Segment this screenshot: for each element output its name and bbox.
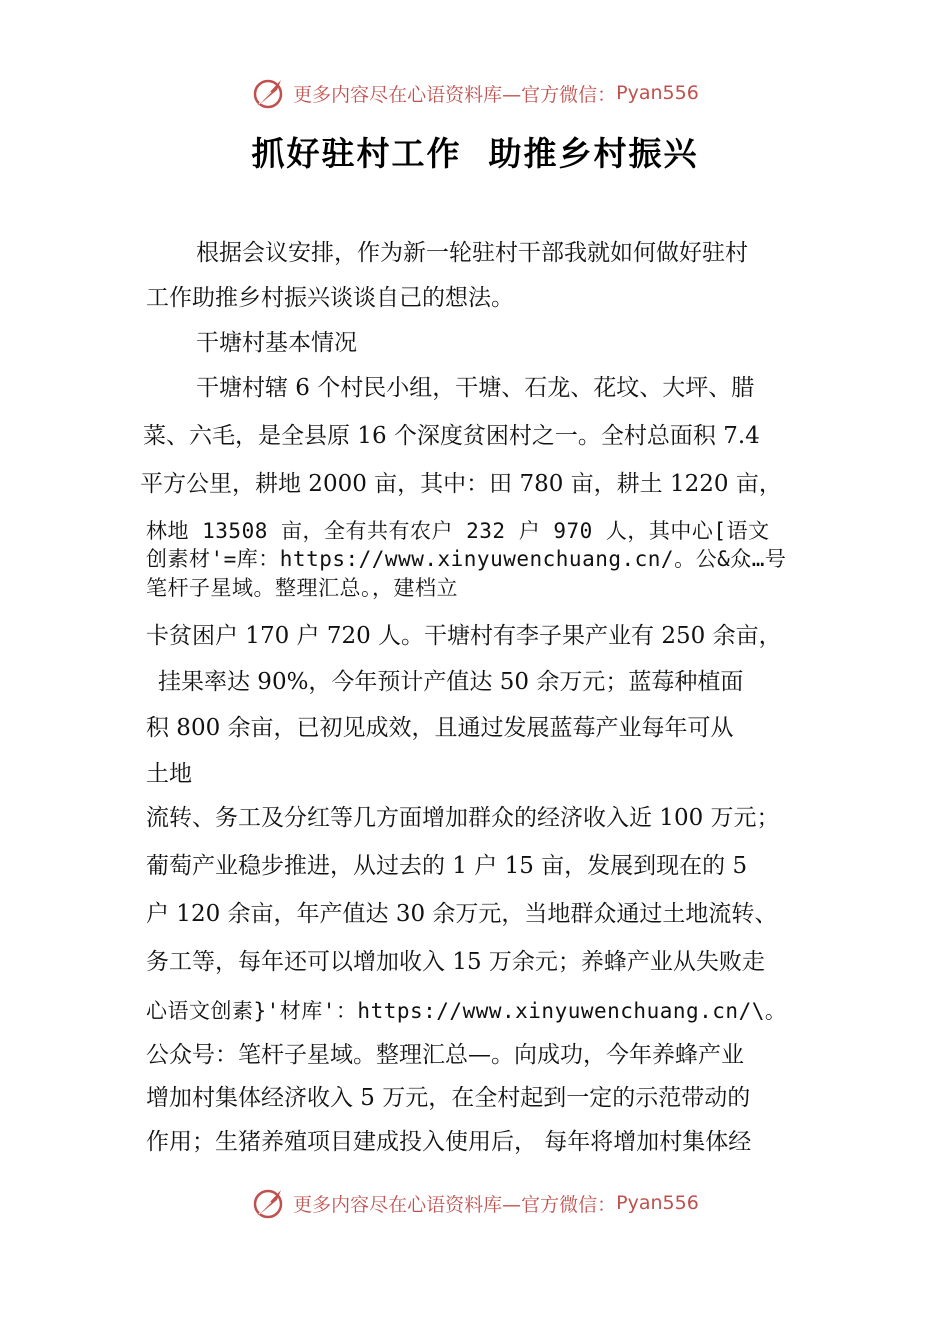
banner-wechat-id: Pyan556 [616,1192,699,1214]
body-line: 积 800 余亩，已初见成效，且通过发展蓝莓产业每年可从 [146,715,734,741]
document-title: 抓好驻村工作 助推乡村振兴 [251,134,699,173]
body-line: 笔杆子星域。整理汇总。，建档立 [146,576,458,600]
body-line: 创素材'=库：https://www.xinyuwenchuang.cn/。公&众…号 [146,547,787,571]
banner-wechat-id: Pyan556 [616,82,699,104]
body-line: 户 120 余亩，年产值达 30 余万元，当地群众通过土地流转、 [146,901,778,927]
body-line: 卡贫困户 170 户 720 人。干塘村有李子果产业有 250 余亩， [146,623,782,649]
body-line: 葡萄产业稳步推进，从过去的 1 户 15 亩，发展到现在的 5 [146,853,748,879]
banner-text: 更多内容尽在心语资料库—官方微信： [293,83,617,106]
body-line: 增加村集体经济收入 5 万元，在全村起到一定的示范带动的 [146,1085,751,1111]
quill-pen-logo-icon [251,76,287,110]
body-line: 作用；生猪养殖项目建成投入使用后， 每年将增加村集体经 [146,1129,752,1155]
header-banner [0,73,950,113]
body-line: 干塘村辖 6 个村民小组，干塘、石龙、花坟、大坪、腊 [196,375,755,401]
body-line: 务工等，每年还可以增加收入 15 万余元；养蜂产业从失败走 [146,949,765,975]
body-line: 挂果率达 90%，今年预计产值达 50 余万元；蓝莓种植面 [158,669,744,695]
body-line: 平方公里，耕地 2000 亩，其中：田 780 亩，耕土 1220 亩， [140,471,782,497]
body-line: 菜、六毛，是全县原 16 个深度贫困村之一。全村总面积 7.4 [143,423,760,449]
body-line: 工作助推乡村振兴谈谈自己的想法。 [146,285,514,311]
body-line: 根据会议安排，作为新一轮驻村干部我就如何做好驻村 [196,240,748,266]
body-line: 林地 13508 亩，全有共有农户 232 户 970 人，其中心[语文 [146,519,770,543]
body-line: 流转、务工及分红等几方面增加群众的经济收入近 100 万元； [146,805,780,831]
body-line: 干塘村基本情况 [196,330,357,356]
quill-pen-logo-icon [251,1186,287,1220]
footer-banner [0,1183,950,1223]
body-line: 土地 [146,761,192,787]
banner-text: 更多内容尽在心语资料库—官方微信： [293,1193,617,1216]
body-line: 公众号：笔杆子星域。整理汇总—。向成功，今年养蜂产业 [146,1042,744,1068]
body-line: 心语文创素}'材库'：https://www.xinyuwenchuang.cn/\。 [146,999,787,1023]
